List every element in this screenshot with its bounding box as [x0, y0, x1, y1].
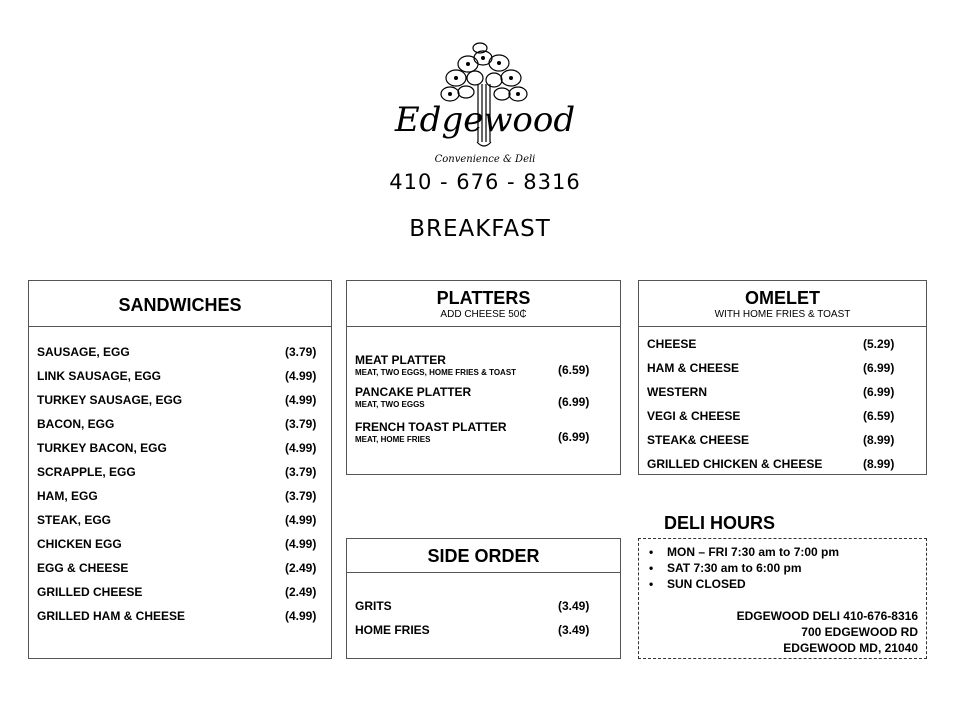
- menu-item: GRITS: [355, 599, 392, 613]
- menu-item-desc: MEAT, TWO EGGS: [355, 400, 425, 409]
- platters-title: PLATTERS: [436, 288, 531, 308]
- deli-hours-box: [638, 538, 927, 659]
- brand-name: Edgewood: [394, 100, 576, 140]
- sandwiches-header: [29, 281, 331, 327]
- menu-item: CHICKEN EGG: [37, 537, 122, 551]
- menu-price: (4.99): [285, 513, 317, 527]
- deli-hours-title: DELI HOURS: [664, 513, 776, 533]
- menu-item: HAM, EGG: [37, 489, 98, 503]
- menu-price: (3.79): [285, 417, 317, 431]
- brand-subtitle: Convenience & Deli: [434, 154, 536, 165]
- menu-item: SCRAPPLE, EGG: [37, 465, 136, 479]
- menu-item: HOME FRIES: [355, 623, 430, 637]
- hours-text: SUN CLOSED: [667, 577, 746, 591]
- omelet-title: OMELET: [745, 288, 820, 308]
- menu-item: [355, 385, 555, 409]
- menu-item-desc: MEAT, HOME FRIES: [355, 435, 431, 444]
- menu-item: TURKEY BACON, EGG: [37, 441, 167, 455]
- menu-price: (3.49): [558, 599, 590, 613]
- menu-item: WESTERN: [647, 385, 707, 399]
- menu-item: HAM & CHEESE: [647, 361, 740, 375]
- side-order-header: [347, 539, 620, 573]
- menu-price: (6.59): [863, 409, 895, 423]
- menu-item-desc: MEAT, TWO EGGS, HOME FRIES & TOAST: [355, 368, 517, 377]
- menu-price: (2.49): [285, 585, 317, 599]
- logo: [380, 38, 590, 198]
- menu-price: (6.99): [558, 430, 590, 444]
- menu-price: (3.49): [558, 623, 590, 637]
- address-line: EDGEWOOD MD, 21040: [783, 641, 918, 655]
- address-line: 700 EDGEWOOD RD: [801, 625, 918, 639]
- hours-text: MON – FRI 7:30 am to 7:00 pm: [667, 545, 840, 559]
- platters-box: [346, 280, 621, 475]
- menu-item: VEGI & CHEESE: [647, 409, 741, 423]
- menu-price: (6.99): [863, 361, 895, 375]
- sandwiches-box: [28, 280, 332, 659]
- menu-item: GRILLED CHEESE: [37, 585, 143, 599]
- menu-item-name: FRENCH TOAST PLATTER: [355, 420, 507, 434]
- menu-price: (2.49): [285, 561, 317, 575]
- menu-item: [355, 420, 555, 444]
- omelet-header: [639, 281, 926, 327]
- menu-item: STEAK, EGG: [37, 513, 112, 527]
- menu-price: (5.29): [863, 337, 895, 351]
- menu-price: (3.79): [285, 489, 317, 503]
- platters-subtitle: ADD CHEESE 50₵: [440, 309, 527, 320]
- menu-item-name: MEAT PLATTER: [355, 353, 446, 367]
- menu-price: (8.99): [863, 433, 895, 447]
- menu-item: [355, 353, 555, 377]
- menu-price: (4.99): [285, 369, 317, 383]
- menu-price: (4.99): [285, 537, 317, 551]
- brand-phone: 410 - 676 - 8316: [389, 170, 581, 194]
- menu-item: SAUSAGE, EGG: [37, 345, 130, 359]
- omelet-box: [638, 280, 927, 475]
- menu-price: (4.99): [285, 609, 317, 623]
- menu-item: GRILLED CHICKEN & CHEESE: [647, 457, 823, 471]
- menu-item-name: PANCAKE PLATTER: [355, 385, 472, 399]
- bullet-icon: •: [649, 577, 654, 591]
- menu-price: (6.59): [558, 363, 590, 377]
- menu-item: CHEESE: [647, 337, 697, 351]
- omelet-subtitle: WITH HOME FRIES & TOAST: [714, 309, 851, 320]
- address-line: EDGEWOOD DELI 410-676-8316: [736, 609, 918, 623]
- menu-item: LINK SAUSAGE, EGG: [37, 369, 162, 383]
- menu-item: GRILLED HAM & CHEESE: [37, 609, 186, 623]
- bullet-icon: •: [649, 545, 654, 559]
- hours-line: [649, 577, 746, 591]
- menu-price: (6.99): [558, 395, 590, 409]
- bullet-icon: •: [649, 561, 654, 575]
- page-title: BREAKFAST: [409, 216, 551, 242]
- side-order-box: [346, 538, 621, 659]
- menu-item: TURKEY SAUSAGE, EGG: [37, 393, 183, 407]
- menu-item: EGG & CHEESE: [37, 561, 129, 575]
- side-order-title: SIDE ORDER: [427, 546, 540, 566]
- sandwiches-title: SANDWICHES: [118, 295, 242, 315]
- menu-price: (8.99): [863, 457, 895, 471]
- menu-price: (4.99): [285, 441, 317, 455]
- menu-price: (6.99): [863, 385, 895, 399]
- menu-price: (3.79): [285, 345, 317, 359]
- menu-price: (4.99): [285, 393, 317, 407]
- hours-text: SAT 7:30 am to 6:00 pm: [667, 561, 802, 575]
- menu-item: BACON, EGG: [37, 417, 115, 431]
- platters-header: [347, 281, 620, 327]
- hours-line: [649, 561, 801, 575]
- hours-line: [649, 545, 839, 559]
- menu-price: (3.79): [285, 465, 317, 479]
- menu-item: STEAK& CHEESE: [647, 433, 750, 447]
